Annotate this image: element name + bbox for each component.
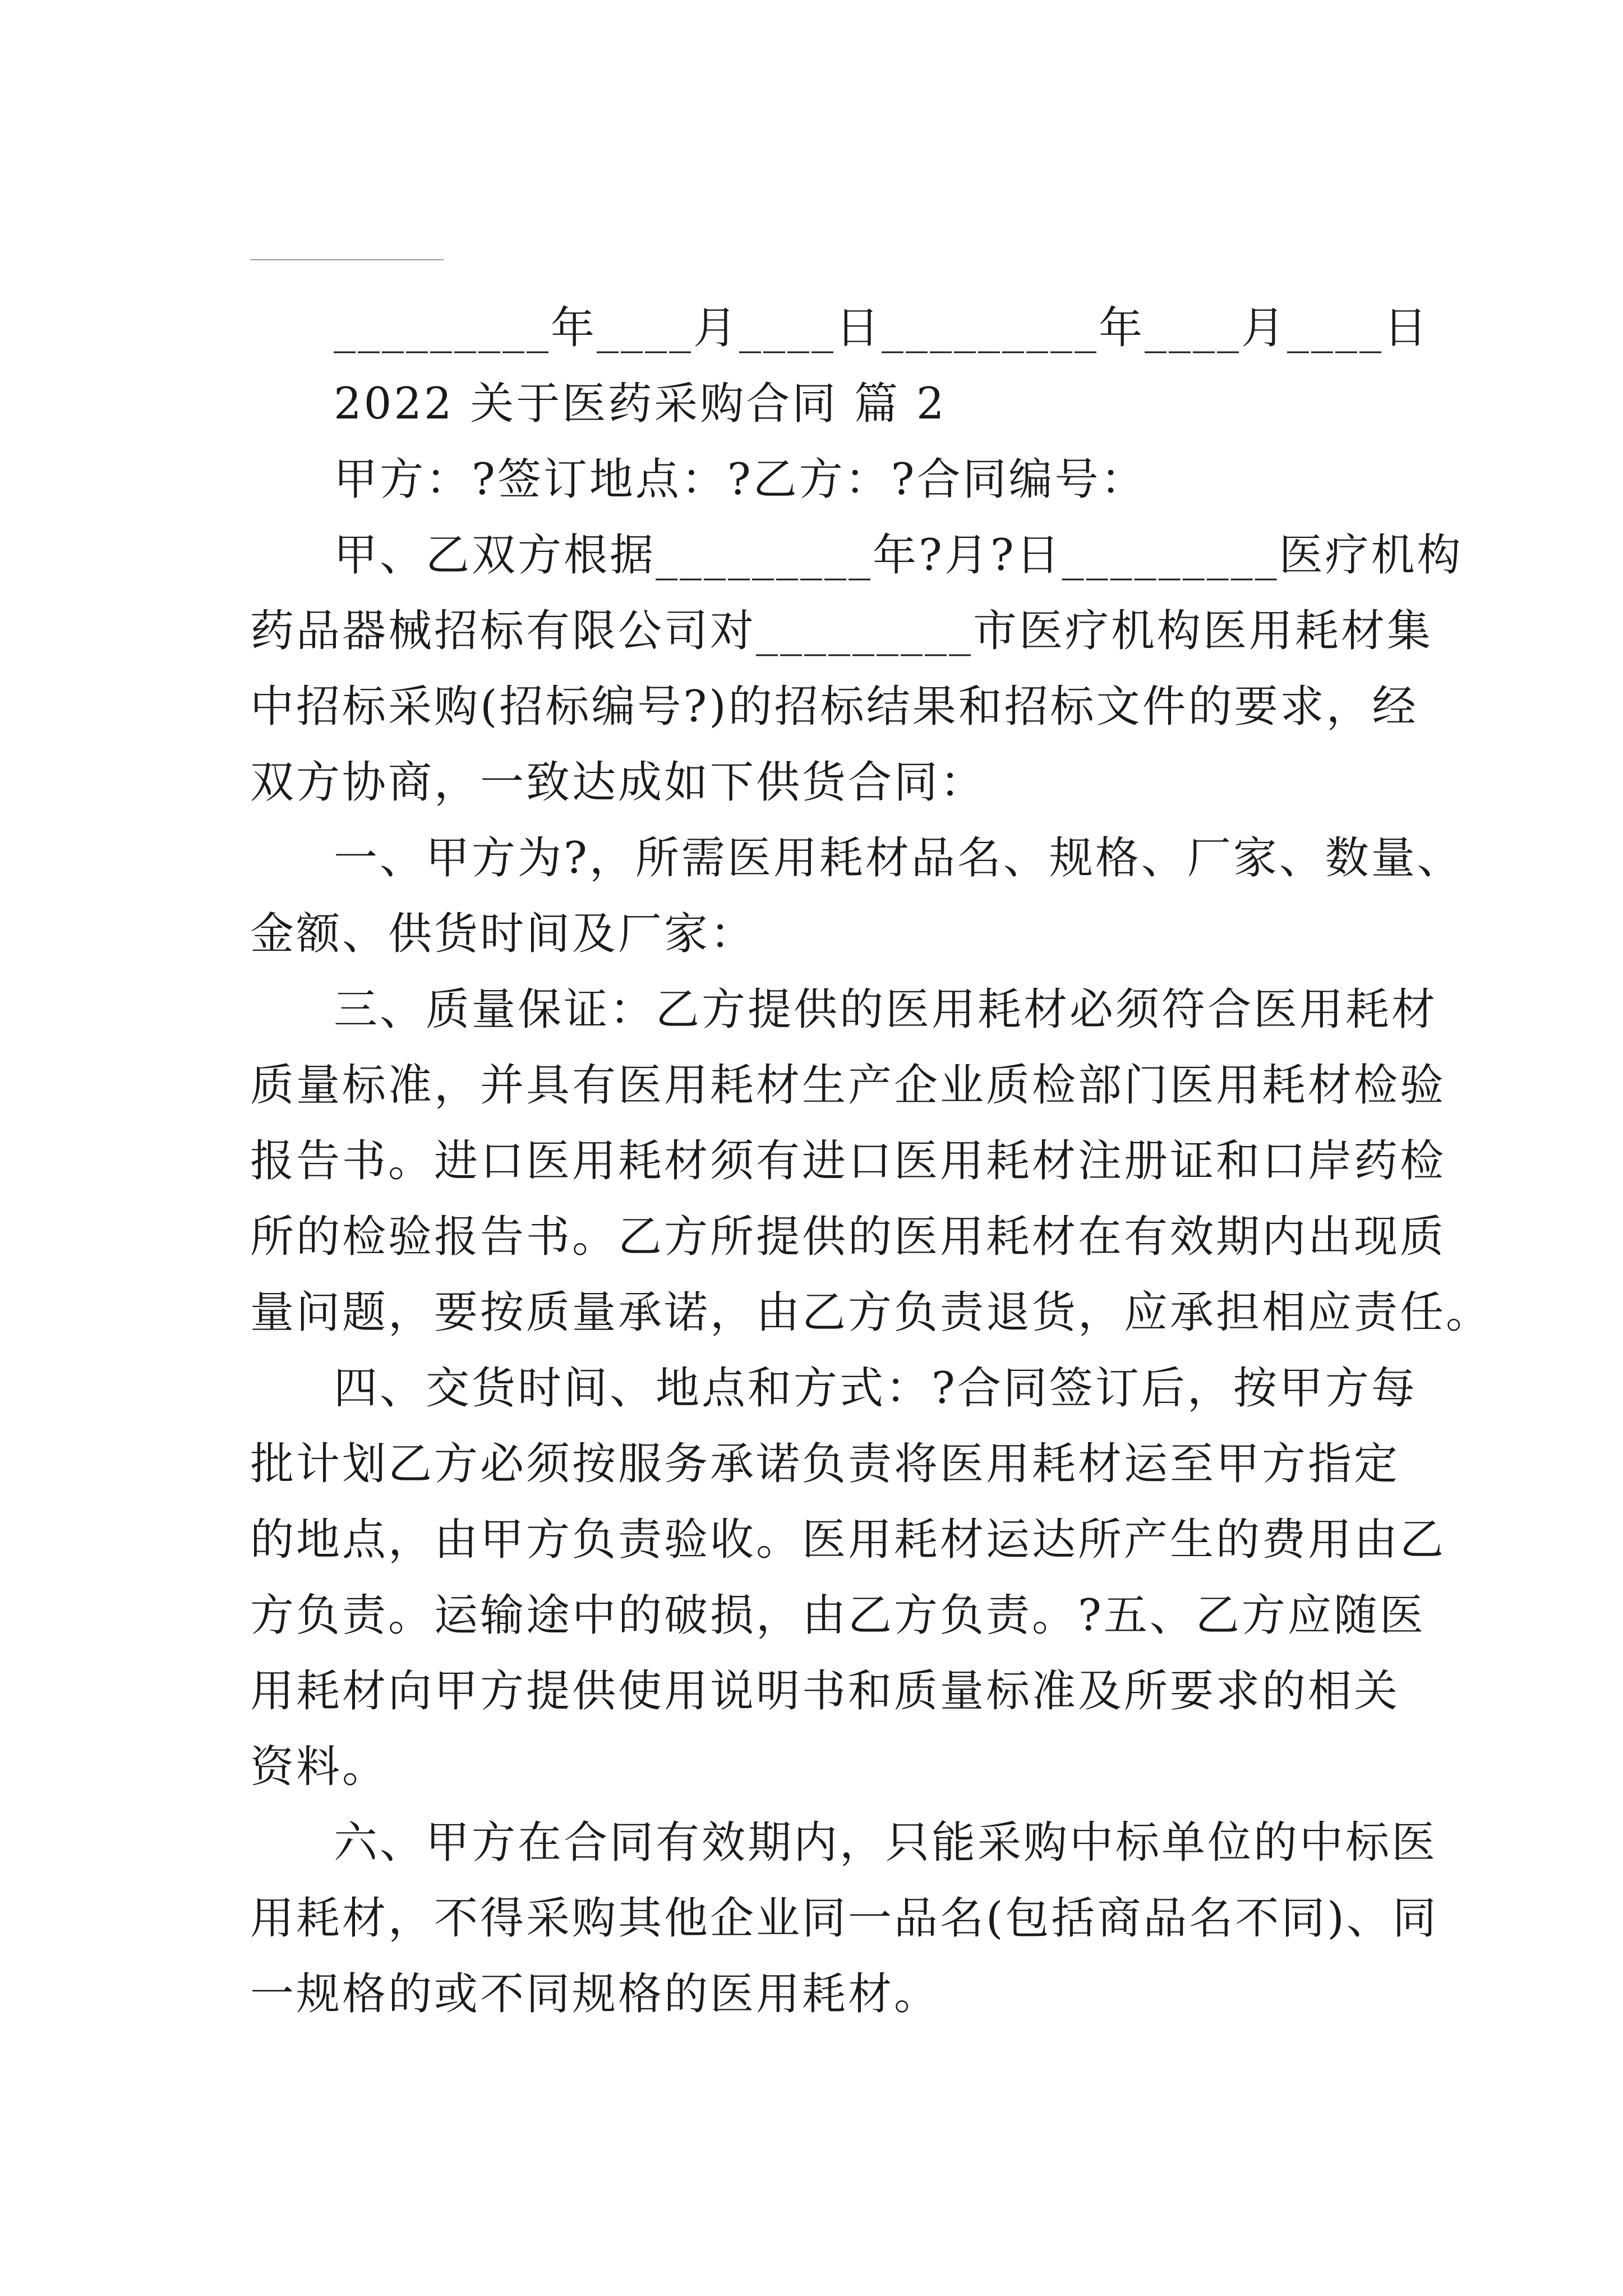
- paragraph-line: 资料。: [250, 1742, 389, 1792]
- date-line: _________年____月____日_________年____月____日: [334, 303, 1430, 353]
- paragraph-line: 双方协商，一致达成如下供货合同：: [250, 757, 986, 808]
- paragraph-line: 中招标采购(招标编号?)的招标结果和招标文件的要求，经: [250, 682, 1418, 732]
- paragraph-line: 的地点，由甲方负责验收。医用耗材运达所产生的费用由乙: [250, 1515, 1446, 1565]
- paragraph-line: 一规格的或不同规格的医用耗材。: [250, 1969, 940, 2019]
- paragraph-line: 所的检验报告书。乙方所提供的医用耗材在有效期内出现质: [250, 1212, 1446, 1262]
- paragraph-line: 批计划乙方必须按服务承诺负责将医用耗材运至甲方指定: [250, 1439, 1400, 1489]
- paragraph-line: 甲、乙双方根据_________年?月?日_________医疗机构: [334, 530, 1463, 581]
- paragraph-line: 质量标准，并具有医用耗材生产企业质检部门医用耗材检验: [250, 1060, 1446, 1111]
- paragraph-line: 六、甲方在合同有效期内，只能采购中标单位的中标医: [334, 1818, 1438, 1868]
- paragraph-line: 一、甲方为?，所需医用耗材品名、规格、厂家、数量、: [334, 833, 1463, 884]
- paragraph-line: 四、交货时间、地点和方式：?合同签订后，按甲方每: [334, 1363, 1417, 1414]
- header-rule: [250, 259, 444, 260]
- paragraph-line: 方负责。运输途中的破损，由乙方负责。?五、乙方应随医: [250, 1590, 1426, 1641]
- paragraph-line: 用耗材向甲方提供使用说明书和质量标准及所要求的相关: [250, 1666, 1400, 1717]
- paragraph-line: 药品器械招标有限公司对_________市医疗机构医用耗材集: [250, 606, 1433, 656]
- paragraph-line: 报告书。进口医用耗材须有进口医用耗材注册证和口岸药检: [250, 1136, 1446, 1186]
- parties-line: 甲方：?签订地点：?乙方：?合同编号：: [334, 454, 1147, 505]
- section-heading: 2022 关于医药采购合同 篇 2: [334, 379, 947, 429]
- paragraph-line: 量问题，要按质量承诺，由乙方负责退货，应承担相应责任。: [250, 1287, 1492, 1338]
- paragraph-line: 三、质量保证：乙方提供的医用耗材必须符合医用耗材: [334, 984, 1438, 1035]
- paragraph-line: 金额、供货时间及厂家：: [250, 909, 757, 959]
- paragraph-line: 用耗材，不得采购其他企业同一品名(包括商品名不同)、同: [250, 1893, 1438, 1944]
